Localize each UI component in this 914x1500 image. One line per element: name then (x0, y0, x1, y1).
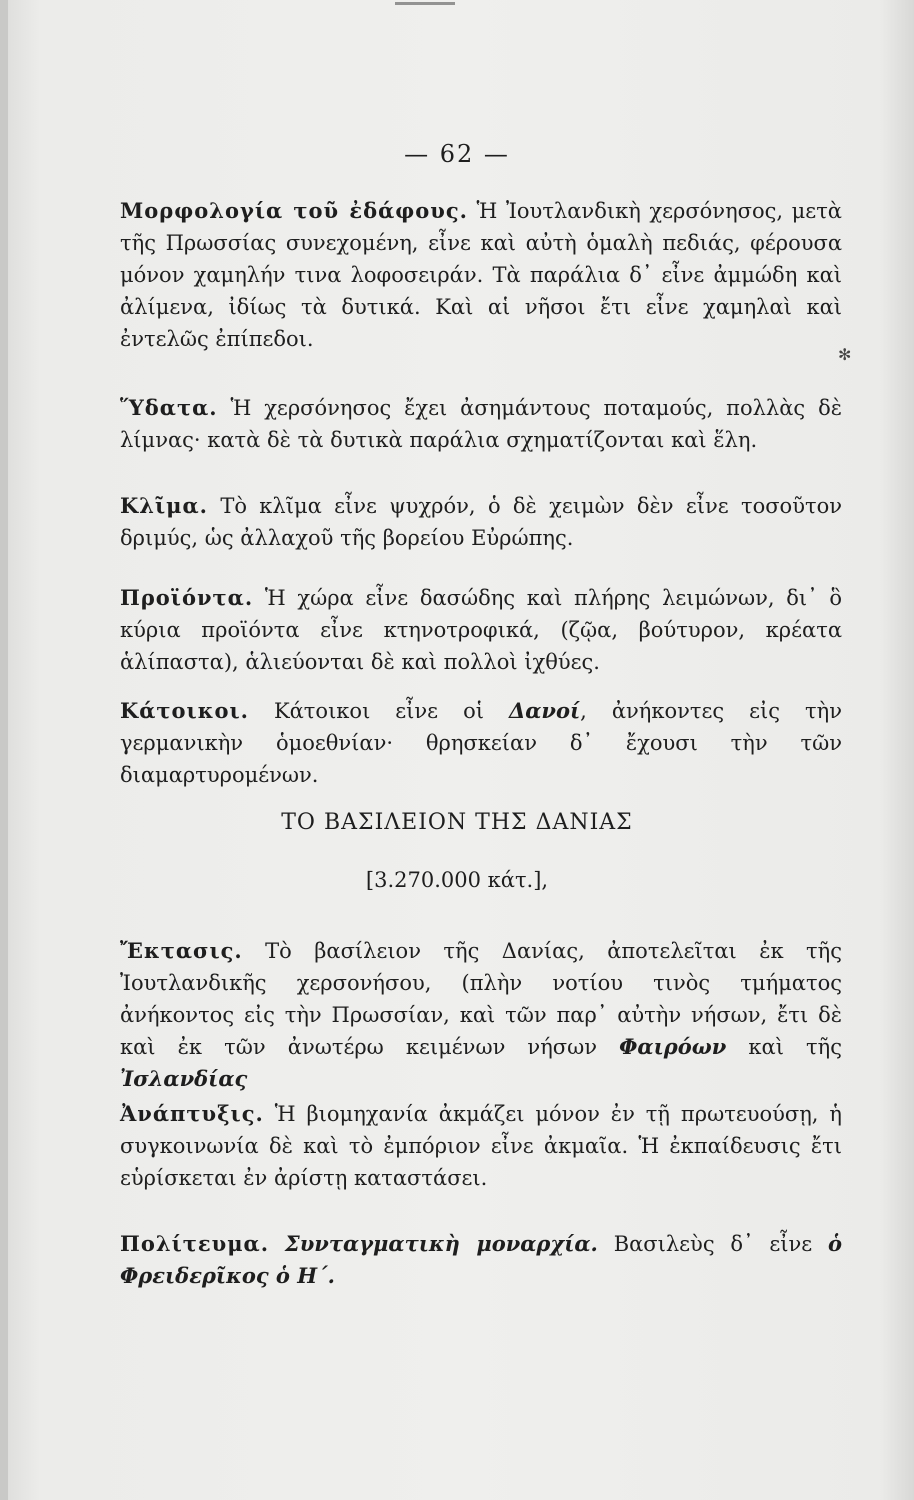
paragraph-products (120, 582, 842, 678)
emph-danes: Δανοί (508, 698, 581, 723)
text-polity: Βασιλεὺς δ᾽ εἶνε (597, 1232, 828, 1256)
text-extent-2: καὶ τῆς (726, 1035, 842, 1059)
text-inhabitants-1: Κάτοικοι εἶνε οἱ (248, 699, 509, 723)
emph-constitutional-monarchy: Συνταγματικὴ μοναρχία. (284, 1231, 598, 1256)
text-extent-1: Τὸ βασίλειον τῆς Δανίας, ἀποτελεῖται ἐκ τῆς Ἰουτλανδικῆς χερσονήσου, (πλὴν νοτίου τινὸς τμήματος ἀνήκοντος εἰς τὴν Πρωσσίαν, καὶ τῶν παρ᾽ αὐτὴν νήσων, ἔτι δὲ καὶ ἐκ τῶν ἀνωτέρω κειμένων νήσων (120, 939, 842, 1059)
text-products: Ἡ χώρα εἶνε δασώδης καὶ πλήρης λειμώνων, δι᾽ ὃ κύρια προϊόντα εἶνε κτηνοτροφικά, (ζῷα, βούτυρον, κρέατα ἁλίπαστα), ἁλιεύονται δὲ καὶ πολλοὶ ἰχθύες. (120, 586, 842, 674)
emph-faroe: Φαιρόων (619, 1034, 727, 1059)
paragraph-polity (120, 1228, 842, 1292)
page-number: — 62 — (404, 140, 510, 168)
paragraph-waters (120, 392, 842, 456)
paragraph-development (120, 1098, 842, 1194)
text-waters: Ἡ χερσόνησος ἔχει ἀσημάντους ποταμούς, πολλὰς δὲ λίμνας· κατὰ δὲ τὰ δυτικὰ παράλια σχηματίζονται καὶ ἕλη. (120, 396, 842, 452)
text-climate: Τὸ κλῖμα εἶνε ψυχρόν, ὁ δὲ χειμὼν δὲν εἶνε τοσοῦτον δριμύς, ὡς ἀλλαχοῦ τῆς βορείου Εὐρώπης. (120, 494, 842, 550)
text-morphology: Ἡ Ἰουτλανδικὴ χερσόνησος, μετὰ τῆς Πρωσσίας συνεχομένη, εἶνε καὶ αὐτὴ ὁμαλὴ πεδιάς, φέρουσα μόνον χαμηλήν τινα λοφοσειράν. Τὰ παράλια δ᾽ εἶνε ἀμμώδη καὶ ἀλίμενα, ἰδίως τὰ δυτικά. Καὶ αἱ νῆσοι ἔτι εἶνε χαμηλαὶ καὶ ἐντελῶς ἐπίπεδοι. (120, 199, 842, 351)
paragraph-morphology (120, 195, 842, 355)
paragraph-inhabitants (120, 695, 842, 791)
top-edge-mark (395, 2, 455, 5)
heading-inhabitants: Κάτοικοι. (120, 698, 249, 723)
heading-polity: Πολίτευμα. (120, 1231, 270, 1256)
section-population: [3.270.000 κάτ.], (365, 868, 549, 892)
page-spine-shadow (0, 0, 8, 1500)
heading-morphology: Μορφολογία τοῦ ἐδάφους. (120, 198, 468, 223)
ink-speck: ✻ (838, 345, 852, 364)
heading-extent: Ἔκτασις. (120, 938, 243, 963)
emph-iceland: Ἰσλανδίας (120, 1066, 248, 1091)
heading-products: Προϊόντα. (120, 585, 254, 610)
heading-waters: Ὕδατα. (120, 395, 218, 420)
text-inhabitants-2: , ἀνήκοντες εἰς τὴν γερμανικὴν ὁμοεθνίαν· θρησκείαν δ᾽ ἔχουσι τὴν τῶν διαμαρτυρομένων. (120, 699, 842, 787)
heading-climate: Κλῖμα. (120, 493, 208, 518)
text-development: Ἡ βιομηχανία ἀκμάζει μόνον ἐν τῇ πρωτευούσῃ, ἡ συγκοινωνία δὲ καὶ τὸ ἐμπόριον εἶνε ἀκμαῖα. Ἡ ἐκπαίδευσις ἔτι εὑρίσκεται ἐν ἀρίστῃ καταστάσει. (120, 1102, 842, 1190)
emph-king-name: ὁ Φρειδερῖκος ὁ Η΄. (120, 1231, 842, 1288)
paragraph-extent (120, 935, 842, 1095)
section-title: ΤΟ ΒΑΣΙΛΕΙΟΝ ΤΗΣ ΔΑΝΙΑΣ (281, 810, 633, 835)
heading-development: Ἀνάπτυξις. (120, 1101, 264, 1126)
paragraph-climate (120, 490, 842, 554)
